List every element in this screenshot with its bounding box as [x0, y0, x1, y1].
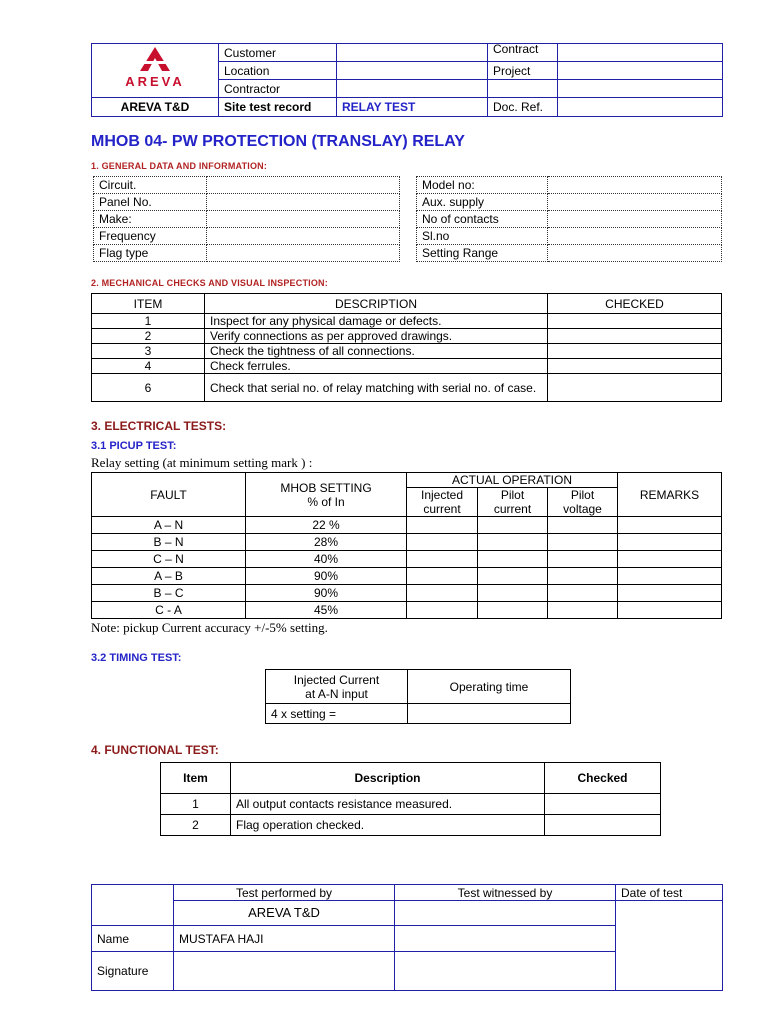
- cell-input[interactable]: [548, 517, 618, 534]
- col-mhob-setting: [246, 473, 407, 517]
- mechanical-checks-table: [91, 293, 722, 402]
- table-row-setting: 45%: [246, 602, 407, 619]
- col-pilot-current: [478, 488, 548, 517]
- value-location[interactable]: [337, 62, 488, 80]
- logo-cell: [92, 44, 219, 98]
- table-row-fault: C - A: [92, 602, 246, 619]
- table-row-desc: All output contacts resistance measured.: [231, 794, 545, 815]
- section-1-heading: 1. GENERAL DATA AND INFORMATION:: [91, 161, 268, 171]
- pickup-test-heading: 3.1 PICUP TEST:: [91, 440, 177, 452]
- witnessed-by-name[interactable]: [395, 926, 616, 952]
- col-actual-operation: ACTUAL OPERATION: [407, 473, 618, 488]
- table-row-checked[interactable]: [548, 344, 722, 359]
- hdr-line: Pilot: [500, 488, 525, 502]
- gd-value[interactable]: [207, 228, 400, 245]
- table-row-item: 2: [161, 815, 231, 836]
- cell-input[interactable]: [618, 517, 722, 534]
- witnessed-by-company[interactable]: [395, 901, 616, 926]
- table-row-checked[interactable]: [545, 794, 661, 815]
- table-row-checked[interactable]: [548, 329, 722, 344]
- performed-by-signature[interactable]: [174, 952, 395, 991]
- gd-label: Sl.no: [417, 228, 548, 245]
- hdr-line: Injected: [420, 488, 464, 502]
- cell-input[interactable]: [548, 551, 618, 568]
- table-row-setting: 22 %: [246, 517, 407, 534]
- functional-test-table: [160, 762, 661, 836]
- hdr-line: voltage: [563, 502, 602, 516]
- gd-label: No of contacts: [417, 211, 548, 228]
- table-row-fault: A – N: [92, 517, 246, 534]
- col-remarks: REMARKS: [618, 473, 722, 517]
- timing-row-label: 4 x setting =: [266, 704, 408, 724]
- signoff-table: [91, 884, 723, 991]
- date-of-test-value[interactable]: [616, 901, 723, 991]
- table-row-item: 1: [92, 314, 205, 329]
- table-row-item: 4: [92, 359, 205, 374]
- header-table: [91, 43, 723, 117]
- table-row-fault: B – N: [92, 534, 246, 551]
- performed-by-name: MUSTAFA HAJI: [174, 926, 395, 952]
- table-row-setting: 90%: [246, 585, 407, 602]
- col-injected-current: [407, 488, 478, 517]
- table-row-desc: Verify connections as per approved drawings.: [205, 329, 548, 344]
- record-label: Site test record: [219, 98, 337, 117]
- col-checked: CHECKED: [548, 294, 722, 314]
- col-injected-current: [266, 670, 408, 704]
- table-row-desc: Flag operation checked.: [231, 815, 545, 836]
- cell-input[interactable]: [618, 602, 722, 619]
- col-pilot-voltage: [548, 488, 618, 517]
- table-row-desc: Inspect for any physical damage or defects.: [205, 314, 548, 329]
- pickup-note: Note: pickup Current accuracy +/-5% setting.: [91, 620, 328, 635]
- table-row-item: 6: [92, 374, 205, 402]
- table-row-setting: 90%: [246, 568, 407, 585]
- label-contractor: Contractor: [219, 80, 337, 98]
- cell-input[interactable]: [478, 568, 548, 585]
- col-item: Item: [161, 763, 231, 794]
- gd-value[interactable]: [207, 211, 400, 228]
- gd-label: Aux. supply: [417, 194, 548, 211]
- timing-test-table: [265, 669, 571, 724]
- table-row-checked[interactable]: [548, 374, 722, 402]
- cell-input[interactable]: [407, 585, 478, 602]
- brand-name: AREVA: [125, 74, 185, 89]
- table-row-item: 1: [161, 794, 231, 815]
- col-operating-time: Operating time: [408, 670, 571, 704]
- timing-test-heading: 3.2 TIMING TEST:: [91, 652, 182, 664]
- gd-value[interactable]: [548, 211, 722, 228]
- table-row-setting: 40%: [246, 551, 407, 568]
- label-project: Project: [488, 62, 558, 80]
- gd-label: Model no:: [417, 177, 548, 194]
- table-row-desc: Check the tightness of all connections.: [205, 344, 548, 359]
- hdr-line: at A-N input: [305, 686, 368, 701]
- col-checked: Checked: [545, 763, 661, 794]
- col-witnessed-by: Test witnessed by: [395, 885, 616, 901]
- gd-label: Panel No.: [94, 194, 207, 211]
- general-data-right-table: [416, 176, 722, 262]
- gd-label: Frequency: [94, 228, 207, 245]
- general-data-left-table: [93, 176, 400, 262]
- col-item: ITEM: [92, 294, 205, 314]
- table-row-desc: Check that serial no. of relay matching with serial no. of case.: [205, 374, 548, 402]
- cell-input[interactable]: [618, 585, 722, 602]
- signature-label: Signature: [92, 952, 174, 991]
- doc-ref-value[interactable]: [558, 98, 723, 117]
- cell-input[interactable]: [618, 534, 722, 551]
- cell-input[interactable]: [407, 534, 478, 551]
- company-name: AREVA T&D: [92, 98, 219, 117]
- table-row-fault: A – B: [92, 568, 246, 585]
- gd-value[interactable]: [548, 245, 722, 262]
- table-row-fault: C – N: [92, 551, 246, 568]
- mhob-setting-line1: MHOB SETTING: [280, 480, 372, 495]
- gd-label: Setting Range: [417, 245, 548, 262]
- gd-value[interactable]: [207, 177, 400, 194]
- cell-input[interactable]: [548, 585, 618, 602]
- label-customer: Customer: [219, 44, 337, 62]
- page-title: MHOB 04- PW PROTECTION (TRANSLAY) RELAY: [91, 133, 465, 150]
- cell-input[interactable]: [548, 602, 618, 619]
- operating-time-value[interactable]: [408, 704, 571, 724]
- hdr-line: current: [493, 502, 532, 516]
- cell-input[interactable]: [478, 534, 548, 551]
- cell-input[interactable]: [478, 517, 548, 534]
- section-3-heading: 3. ELECTRICAL TESTS:: [91, 419, 227, 433]
- hdr-line: Injected Current: [293, 672, 380, 687]
- gd-label: Circuit.: [94, 177, 207, 194]
- value-project[interactable]: [558, 62, 723, 80]
- cell-input[interactable]: [478, 551, 548, 568]
- label-contract: Contract: [488, 44, 558, 62]
- cell-input[interactable]: [407, 602, 478, 619]
- gd-value[interactable]: [207, 194, 400, 211]
- gd-value[interactable]: [548, 228, 722, 245]
- col-date-of-test: Date of test: [616, 885, 723, 901]
- cell-input[interactable]: [478, 585, 548, 602]
- cell-input[interactable]: [407, 568, 478, 585]
- section-4-heading: 4. FUNCTIONAL TEST:: [91, 743, 219, 757]
- table-row-checked[interactable]: [548, 359, 722, 374]
- cell-input[interactable]: [548, 568, 618, 585]
- section-2-heading: 2. MECHANICAL CHECKS AND VISUAL INSPECTION:: [91, 278, 328, 288]
- table-row-setting: 28%: [246, 534, 407, 551]
- pickup-test-table: [91, 472, 722, 619]
- gd-value[interactable]: [207, 245, 400, 262]
- col-description: Description: [231, 763, 545, 794]
- value-contract[interactable]: [558, 44, 723, 62]
- value-customer[interactable]: [337, 44, 488, 62]
- col-performed-by: Test performed by: [174, 885, 395, 901]
- cell-input[interactable]: [407, 551, 478, 568]
- record-value: RELAY TEST: [337, 98, 488, 117]
- table-row-item: 3: [92, 344, 205, 359]
- cell-input[interactable]: [618, 551, 722, 568]
- relay-setting-text: Relay setting (at minimum setting mark ) :: [91, 455, 313, 470]
- name-label: Name: [92, 926, 174, 952]
- areva-logo-icon: [138, 46, 172, 72]
- doc-ref-label: Doc. Ref.: [488, 98, 558, 117]
- table-row-item: 2: [92, 329, 205, 344]
- col-fault: FAULT: [92, 473, 246, 517]
- cell-input[interactable]: [548, 534, 618, 551]
- value-contractor[interactable]: [337, 80, 488, 98]
- cell-input[interactable]: [407, 517, 478, 534]
- table-row-desc: Check ferrules.: [205, 359, 548, 374]
- gd-label: Flag type: [94, 245, 207, 262]
- cell-input[interactable]: [618, 568, 722, 585]
- col-description: DESCRIPTION: [205, 294, 548, 314]
- label-location: Location: [219, 62, 337, 80]
- table-row-checked[interactable]: [548, 314, 722, 329]
- cell-input[interactable]: [478, 602, 548, 619]
- gd-value[interactable]: [548, 177, 722, 194]
- gd-label: Make:: [94, 211, 207, 228]
- table-row-fault: B – C: [92, 585, 246, 602]
- performed-by-company: AREVA T&D: [174, 901, 395, 926]
- mhob-setting-line2: % of In: [307, 494, 345, 509]
- witnessed-by-signature[interactable]: [395, 952, 616, 991]
- gd-value[interactable]: [548, 194, 722, 211]
- table-row-checked[interactable]: [545, 815, 661, 836]
- hdr-line: current: [423, 502, 461, 516]
- hdr-line: Pilot: [570, 488, 595, 502]
